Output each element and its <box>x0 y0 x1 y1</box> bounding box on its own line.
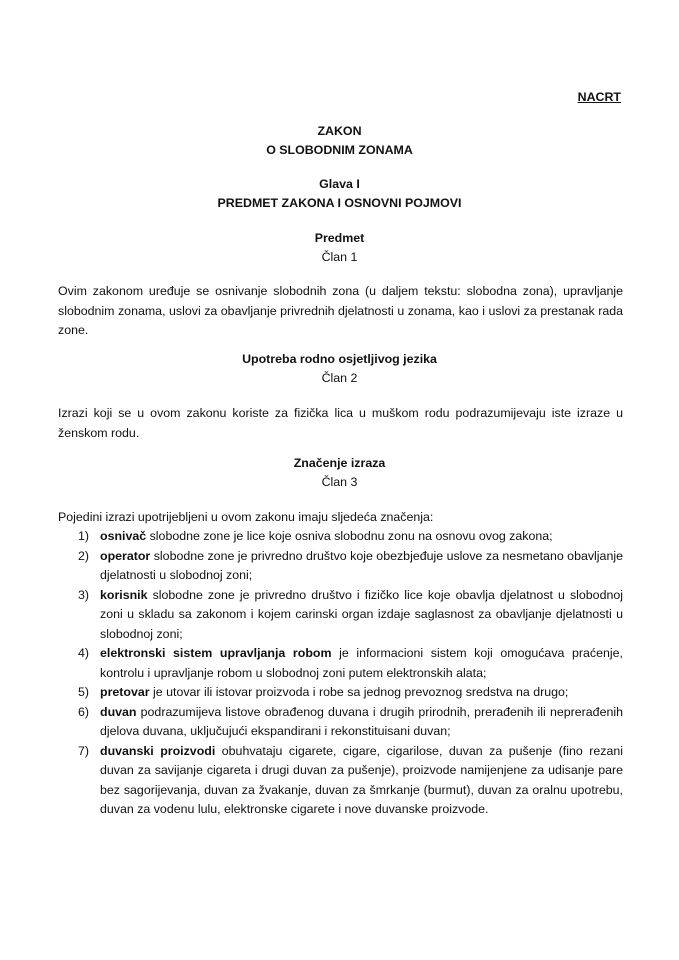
list-item <box>58 683 623 703</box>
chapter-title: PREDMET ZAKONA I OSNOVNI POJMOVI <box>217 196 462 210</box>
list-item-number: 6) <box>78 704 90 719</box>
definition-term: duvanski proizvodi <box>100 743 216 758</box>
definition-term: pretovar <box>100 685 150 699</box>
definition-text: slobodne zone je privredno društvo i fizičko lice koje obavlja djelatnost u slobodnoj zoni u skladu sa zakonom i kojem carinski organ izdaje saglasnost za obavljanje djelatnosti u slobodnoj zoni; <box>100 587 623 641</box>
list-item-number: 1) <box>78 529 90 543</box>
article-3-intro: Pojedini izrazi upotrijebljeni u ovom zakonu imaju sljedeća značenja: <box>58 510 434 524</box>
list-item-number: 4) <box>78 646 90 660</box>
definition-term: osnivač <box>100 529 147 543</box>
list-item-number: 2) <box>78 548 90 563</box>
definition-term: operator <box>100 548 151 563</box>
list-item <box>58 586 623 645</box>
definitions-list <box>58 527 623 820</box>
article-3-number: Član 3 <box>321 475 358 489</box>
list-item <box>58 703 623 742</box>
article-1-number: Član 1 <box>321 250 358 264</box>
list-item-number: 3) <box>78 587 90 602</box>
definition-term: duvan <box>100 704 137 719</box>
law-title-line2: O SLOBODNIM ZONAMA <box>266 143 413 157</box>
law-title-line1: ZAKON <box>317 124 362 138</box>
definition-term: korisnik <box>100 587 148 602</box>
list-item-number: 5) <box>78 685 90 699</box>
article-2-number: Član 2 <box>321 371 358 385</box>
article-1-text: Ovim zakonom uređuje se osnivanje slobodnih zona (u daljem tekstu: slobodna zona), upravljanje slobodnim zonama, uslovi za obavljanje privrednih djelatnosti u zonama, kao i uslovi za prestanak rada zone. <box>58 284 623 337</box>
definition-text: podrazumijeva listove obrađenog duvana i drugih prirodnih, prerađenih ili neprerađenih djelova duvana, uključujući ekspandirani i rekonstituisani duvan; <box>100 704 623 738</box>
list-item <box>58 742 623 820</box>
definition-text: slobodne zone je privredno društvo koje obezbjeđuje uslove za nesmetano obavljanje djelatnosti u slobodnoj zoni; <box>100 548 623 582</box>
article-2-heading: Upotreba rodno osjetljivog jezika <box>242 352 437 366</box>
definition-text: slobodne zone je lice koje osniva slobodnu zonu na osnovu ovog zakona; <box>146 529 553 543</box>
list-item <box>58 644 623 683</box>
definition-text: je utovar ili istovar proizvoda i robe sa jednog prevoznog sredstva na drugo; <box>149 685 569 699</box>
definition-text: obuhvataju cigarete, cigare, cigarilose, duvan za pušenje (fino rezani duvan za savijanje cigareta i drugi duvan za pušenje), proizvode namijenjene za udisanje pare bez sagorijevanja, duvan za žvakanje, duvan za šmrkanje (burmut), duvan za oralnu upotrebu, duvan za vodenu lulu, elektronske cigarete i nove duvanske proizvode. <box>100 743 623 816</box>
definition-text: je informacioni sistem koji omogućava praćenje, kontrolu i upravljanje robom u slobodnoj zoni putem elektronskih alata; <box>100 646 623 680</box>
article-1-heading: Predmet <box>314 231 365 245</box>
article-3-heading: Značenje izraza <box>293 456 386 470</box>
article-2-text: Izrazi koji se u ovom zakonu koriste za fizička lica u muškom rodu podrazumijevaju iste izraze u ženskom rodu. <box>58 406 623 440</box>
list-item-number: 7) <box>78 743 90 758</box>
list-item <box>58 527 623 547</box>
chapter-label: Glava I <box>319 177 360 191</box>
list-item <box>58 547 623 586</box>
draft-label: NACRT <box>577 90 621 104</box>
definition-term: elektronski sistem upravljanja robom <box>100 646 332 660</box>
